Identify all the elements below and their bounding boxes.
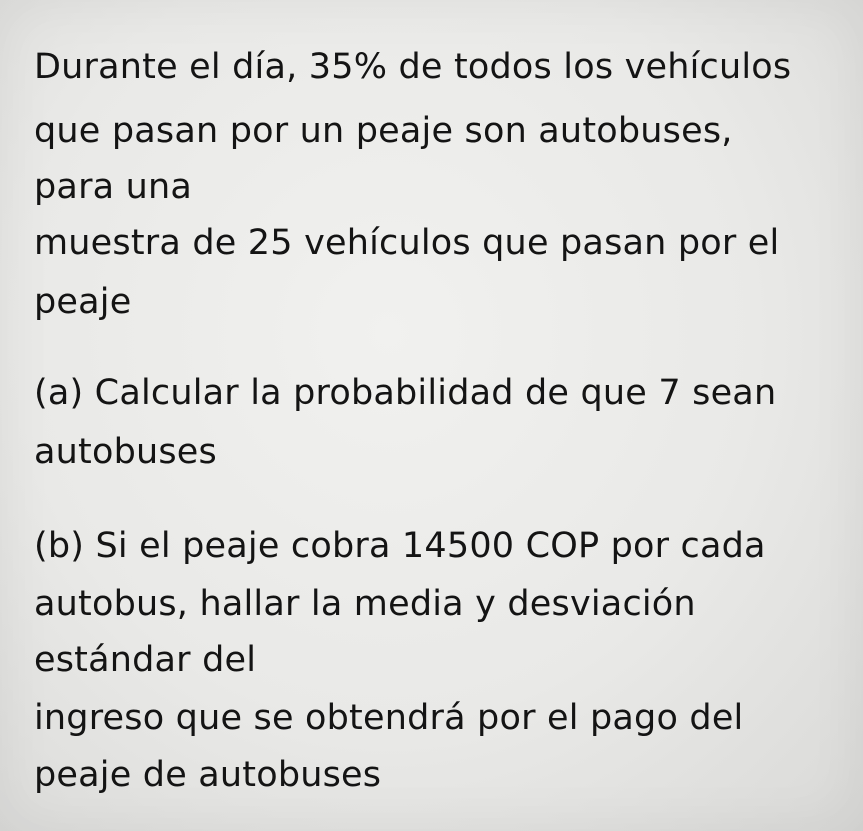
intro-line-5: peaje xyxy=(34,282,132,322)
part-b-line-4: ingreso que se obtendrá por el pago del xyxy=(34,698,744,738)
part-b-line-3: estándar del xyxy=(34,640,257,680)
intro-line-4: muestra de 25 vehículos que pasan por el xyxy=(34,223,780,263)
part-b-line-2: autobus, hallar la media y desviación xyxy=(34,584,696,624)
intro-line-3: para una xyxy=(34,167,193,207)
part-a-line-2: autobuses xyxy=(34,432,217,472)
intro-line-1: Durante el día, 35% de todos los vehículos xyxy=(34,47,792,87)
part-a-line-1: (a) Calcular la probabilidad de que 7 sean xyxy=(34,373,777,413)
part-b-line-1: (b) Si el peaje cobra 14500 COP por cada xyxy=(34,526,766,566)
intro-line-2: que pasan por un peaje son autobuses, xyxy=(34,111,733,151)
part-b-line-5: peaje de autobuses xyxy=(34,755,382,795)
